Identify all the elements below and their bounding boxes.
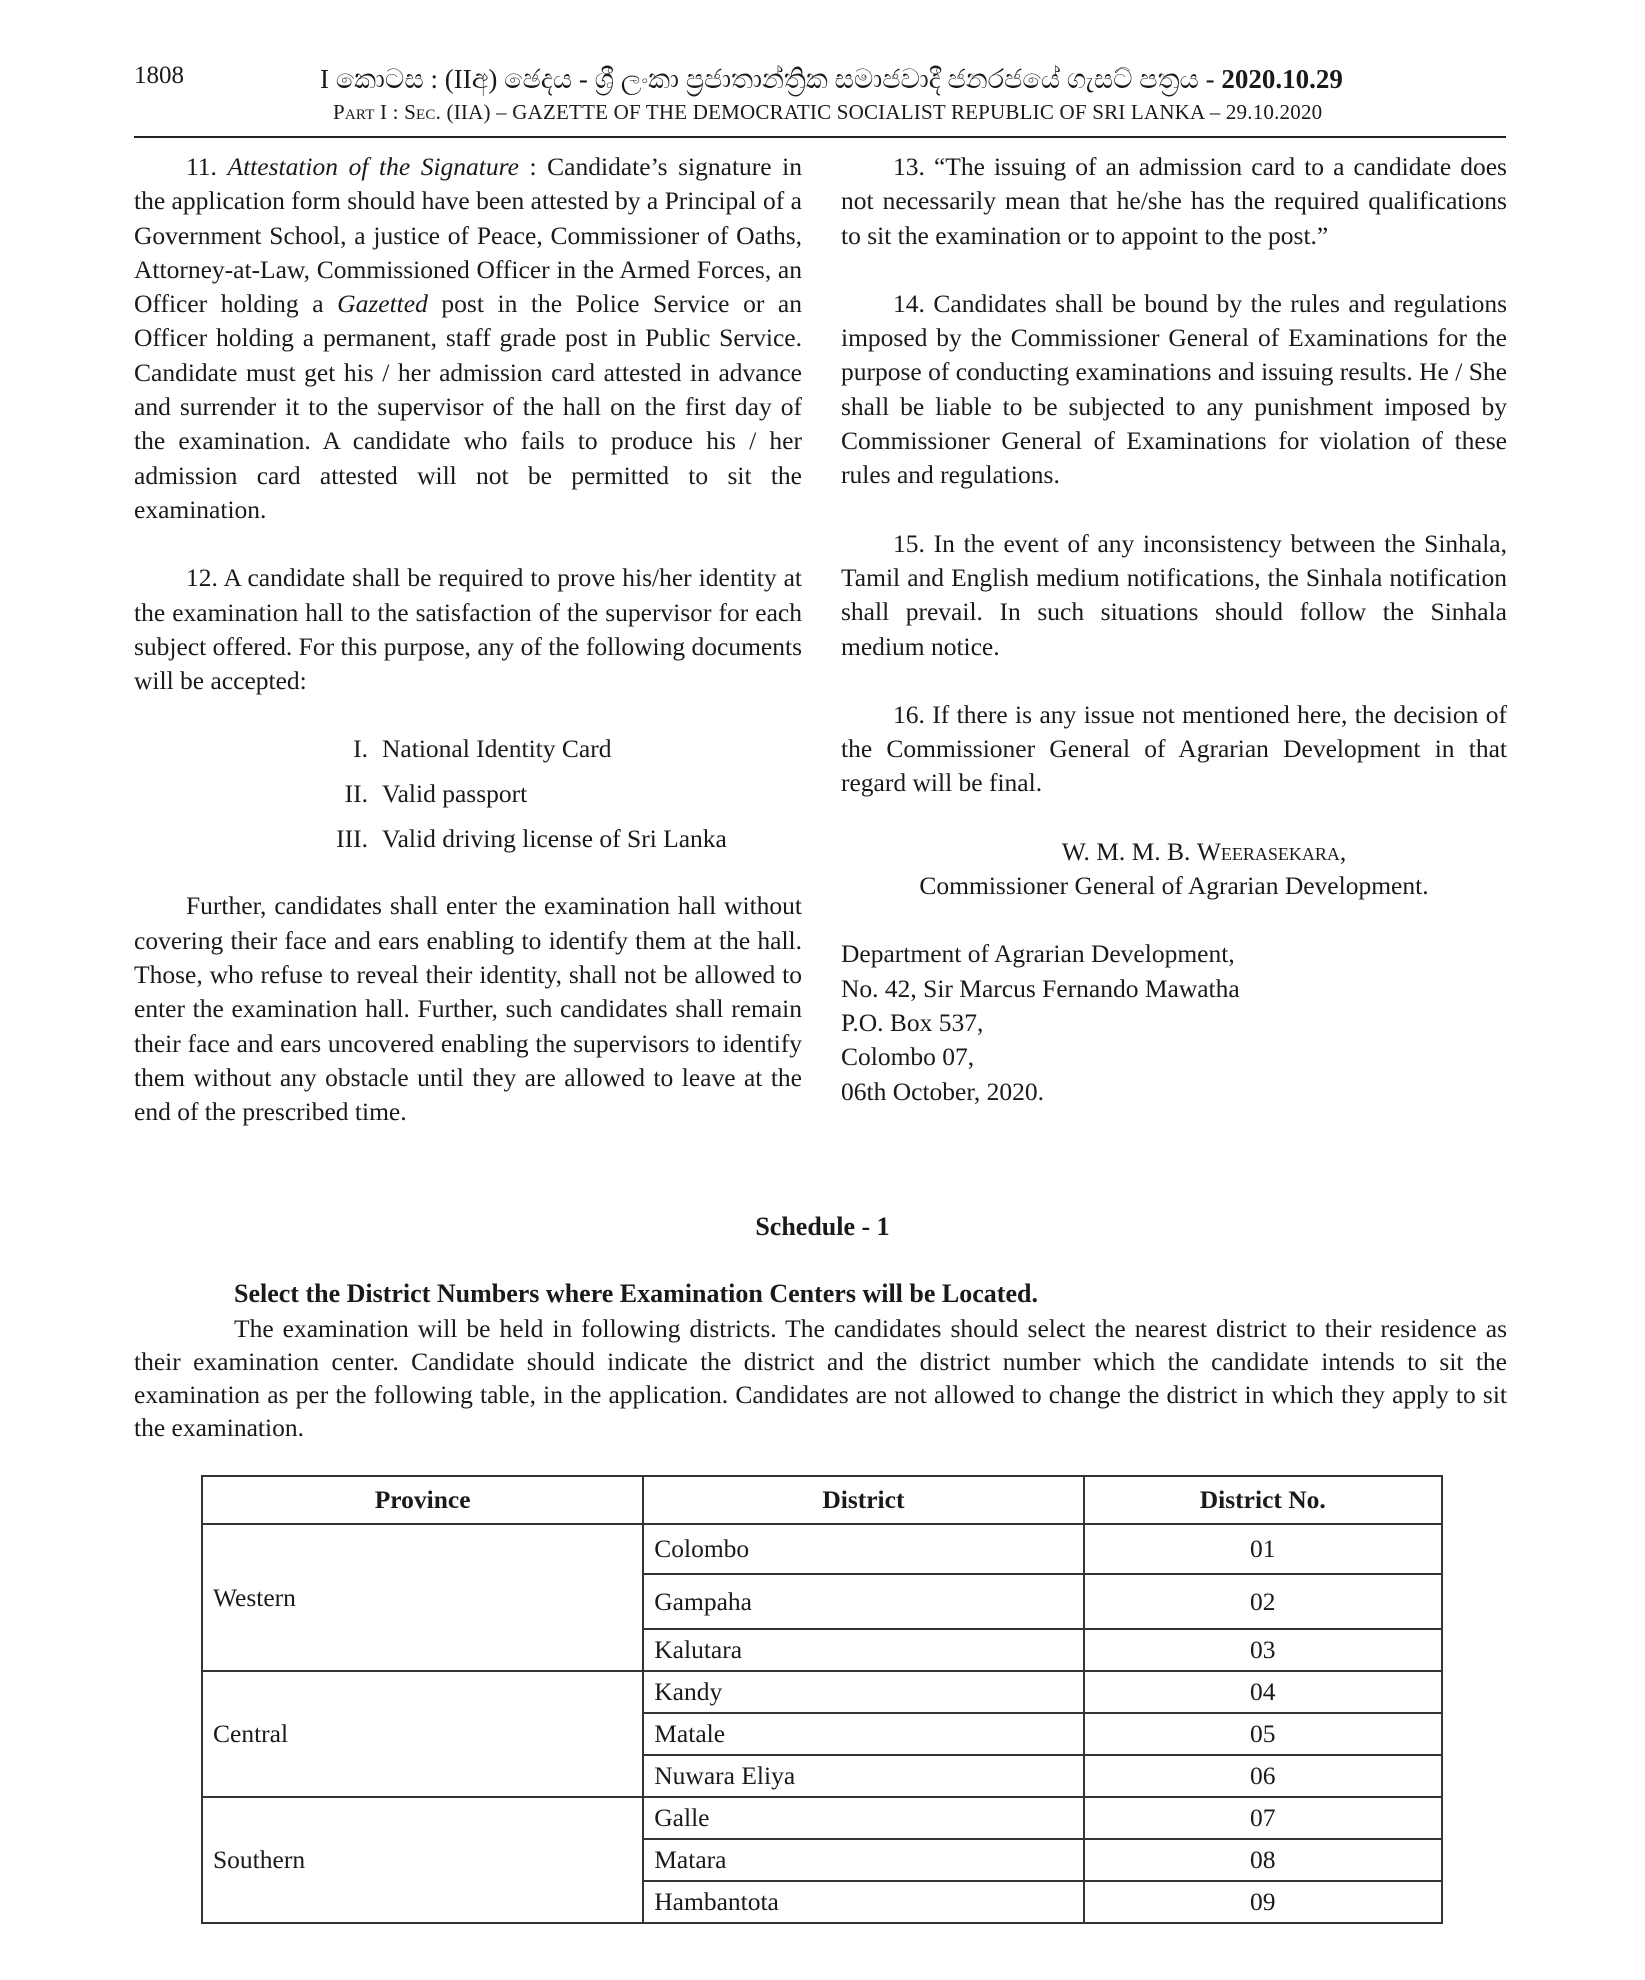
list-item-number: II. <box>344 779 368 809</box>
sinhala-header <box>320 64 1420 96</box>
paragraph-15: 15. In the event of any inconsistency between the Sinhala, Tamil and English medium notifications, the Sinhala notification shall prevail. In such situations should follow the Sinhala medium notice. <box>841 528 1507 661</box>
province-cell: Western <box>202 1524 643 1671</box>
accepted-documents-list <box>134 726 802 861</box>
header-part: Part I <box>333 100 388 124</box>
table-row <box>202 1524 1442 1574</box>
paragraph-11-number: 11. <box>186 152 228 181</box>
paragraph-further: Further, candidates shall enter the examination hall without covering their face and ears enabling to identify them at the hall. Those, who refuse to reveal their identity, shall not be allowed to enter the examination hall. Further, such candidates shall remain their face and ears uncovered enabling the supervisors to identify them without any obstacle until they are allowed to leave at the end of the prescribed time. <box>134 891 802 1127</box>
paragraph-14: 14. Candidates shall be bound by the rules and regulations imposed by the Commissioner General of Examinations for the purpose of conducting examinations and issuing results. He / She shall be liable to be subjected to any punishment imposed by Commissioner General of Examinations for violation of these rules and regulations. <box>841 288 1507 490</box>
list-item <box>134 771 802 816</box>
paragraph-11-text-a: : Candidate’s signature in the application form should have been attested by a Principal of a Government School, a justice of Peace, Commissioner of Oaths, Attorney-at-Law, Commissioned Officer in the Armed Forces, an Officer holding a <box>134 152 803 319</box>
paragraph-13: 13. “The issuing of an admission card to a candidate does not necessarily mean that he/she has the required qualifications to sit the examination or to appoint to the post.” <box>841 152 1507 250</box>
header-divider <box>134 136 1506 138</box>
district-cell: Nuwara Eliya <box>643 1755 1083 1797</box>
header-rest: (IIA) – GAZETTE OF THE DEMOCRATIC SOCIALIST REPUBLIC OF SRI LANKA – 29.10.2020 <box>441 100 1323 124</box>
district-cell: Matale <box>643 1713 1083 1755</box>
header-province: Province <box>202 1476 643 1524</box>
sinhala-date: 2020.10.29 <box>1221 64 1343 94</box>
address-line: No. 42, Sir Marcus Fernando Mawatha <box>841 973 1240 1003</box>
paragraph-11-italic: Gazetted <box>337 289 428 319</box>
list-item <box>134 726 802 771</box>
district-cell: Matara <box>643 1839 1083 1881</box>
address-line: 06th October, 2020. <box>841 1076 1044 1106</box>
paragraph-11-text-b: post in the Police Service or an Officer holding a permanent, staff grade post in Public Service. Candidate must get his / her admission card attested in advance and surrender it to the supervisor of the hall on the first day of the examination. A candidate who fails to produce his / her admission card attested will not be permitted to sit the examination. <box>134 289 802 524</box>
table-row <box>202 1797 1442 1839</box>
paragraph-11-heading: Attestation of the Signature <box>227 152 519 181</box>
sinhala-title: I කොටස : (IIඅ) ඡෙදය - ශ්‍රී ලංකා ප්‍රජාතාන්ත්‍රික සමාජවාදී ජනරජයේ ගැසට් පත්‍රය - <box>320 64 1222 94</box>
district-no-cell: 03 <box>1084 1629 1442 1671</box>
table-row <box>202 1671 1442 1713</box>
schedule-intro: The examination will be held in following districts. The candidates should select the nearest district to their residence as their examination center. Candidate should indicate the district and the district number which the candidate intends to sit the examination as per the following table, in the application. Candidates are not allowed to change the district in which they apply to sit the examination. <box>134 1314 1507 1442</box>
header-sep: : <box>387 100 405 124</box>
paragraph-11 <box>134 150 802 527</box>
list-item-label: Valid driving license of Sri Lanka <box>382 824 727 854</box>
list-item-label: National Identity Card <box>382 734 612 764</box>
list-item <box>134 816 802 861</box>
schedule-subtitle: Select the District Numbers where Examination Centers will be Located. <box>234 1279 1038 1308</box>
left-column <box>134 150 802 1164</box>
header-sec: Sec. <box>404 100 442 124</box>
address-block <box>841 937 1507 1108</box>
district-cell: Kalutara <box>643 1629 1083 1671</box>
district-cell: Kandy <box>643 1671 1083 1713</box>
district-no-cell: 06 <box>1084 1755 1442 1797</box>
address-line: Department of Agrarian Development, <box>841 939 1235 969</box>
district-no-cell: 02 <box>1084 1574 1442 1629</box>
signature-block <box>841 835 1507 904</box>
district-no-cell: 01 <box>1084 1524 1442 1574</box>
district-no-cell: 07 <box>1084 1797 1442 1839</box>
signatory-surname: Weerasekara <box>1196 836 1340 866</box>
signatory-comma: , <box>1339 836 1347 866</box>
signatory-name <box>841 835 1507 869</box>
list-item-number: III. <box>336 824 368 854</box>
schedule-title: Schedule - 1 <box>755 1212 890 1241</box>
district-no-cell: 05 <box>1084 1713 1442 1755</box>
header-district-no: District No. <box>1084 1476 1442 1524</box>
district-no-cell: 04 <box>1084 1671 1442 1713</box>
address-line: P.O. Box 537, <box>841 1007 984 1037</box>
english-header <box>333 100 1322 125</box>
right-column <box>841 150 1507 1109</box>
address-line: Colombo 07, <box>841 1042 975 1072</box>
district-cell: Colombo <box>643 1524 1083 1574</box>
district-cell: Galle <box>643 1797 1083 1839</box>
province-cell: Central <box>202 1671 643 1797</box>
province-cell: Southern <box>202 1797 643 1923</box>
signatory-title: Commissioner General of Agrarian Development. <box>919 871 1429 901</box>
list-item-number: I. <box>353 734 368 764</box>
district-cell: Gampaha <box>643 1574 1083 1629</box>
paragraph-12: 12. A candidate shall be required to prove his/her identity at the examination hall to the satisfaction of the supervisor for each subject offered. For this purpose, any of the following documents will be accepted: <box>134 563 802 696</box>
district-no-cell: 08 <box>1084 1839 1442 1881</box>
district-cell: Hambantota <box>643 1881 1083 1923</box>
district-table <box>201 1475 1443 1924</box>
paragraph-16: 16. If there is any issue not mentioned here, the decision of the Commissioner General of Agrarian Development in that regard will be final. <box>841 699 1507 798</box>
header-district: District <box>643 1476 1083 1524</box>
page-number: 1808 <box>134 62 184 89</box>
signatory-initials: W. M. M. B. <box>1061 836 1197 866</box>
list-item-label: Valid passport <box>382 779 528 809</box>
table-header-row <box>202 1476 1442 1524</box>
district-no-cell: 09 <box>1084 1881 1442 1923</box>
